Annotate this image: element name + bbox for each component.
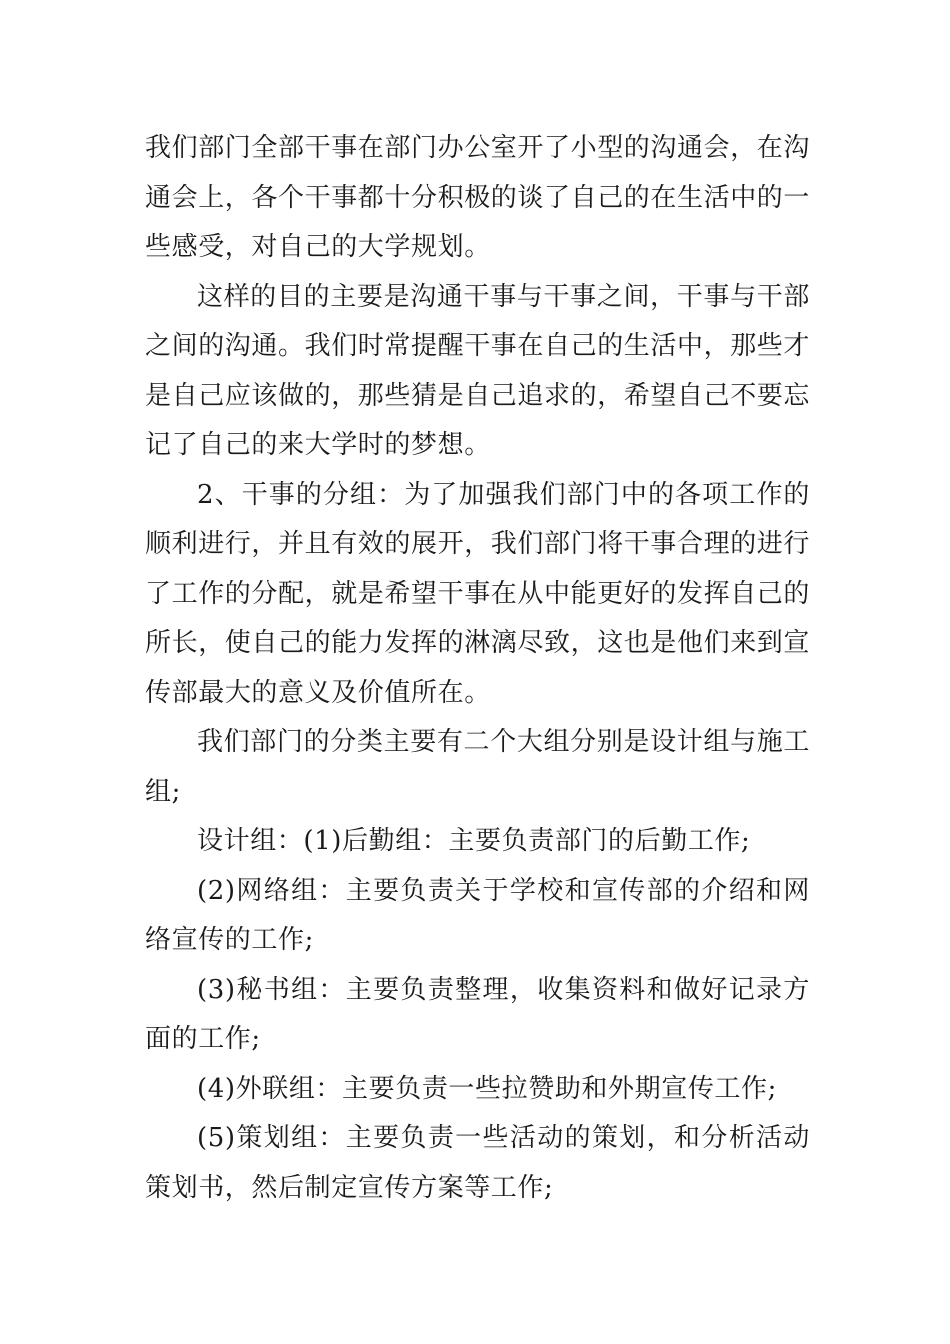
paragraph-1: 我们部门全部干事在部门办公室开了小型的沟通会，在沟通会上，各个干事都十分积极的谈了自己的在生活中的一些感受，对自己的大学规划。 [145, 133, 811, 262]
paragraph-3: 2、干事的分组：为了加强我们部门中的各项工作的顺利进行，并且有效的展开，我们部门将干事合理的进行了工作的分配，就是希望干事在从中能更好的发挥自己的所长，使自己的能力发挥的淋漓尽致，这也是他们来到宣传部最大的意义及价值所在。 [145, 479, 811, 708]
paragraph-4: 我们部门的分类主要有二个大组分别是设计组与施工组; [145, 727, 810, 807]
paragraph-5: 设计组：(1)后勤组：主要负责部门的后勤工作; [197, 826, 751, 856]
paragraph-9: (5)策划组：主要负责一些活动的策划，和分析活动策划书，然后制定宣传方案等工作; [145, 1123, 810, 1203]
document-body [145, 124, 810, 1213]
paragraph-6: (2)网络组：主要负责关于学校和宣传部的介绍和网络宣传的工作; [145, 875, 810, 955]
paragraph-8: (4)外联组：主要负责一些拉赞助和外期宣传工作; [197, 1073, 777, 1104]
paragraph-7: (3)秘书组：主要负责整理，收集资料和做好记录方面的工作; [145, 974, 810, 1054]
paragraph-2: 这样的目的主要是沟通干事与干事之间，干事与干部之间的沟通。我们时常提醒干事在自己的生活中，那些才是自己应该做的，那些猜是自己追求的，希望自己不要忘记了自己的来大学时的梦想。 [145, 281, 811, 460]
